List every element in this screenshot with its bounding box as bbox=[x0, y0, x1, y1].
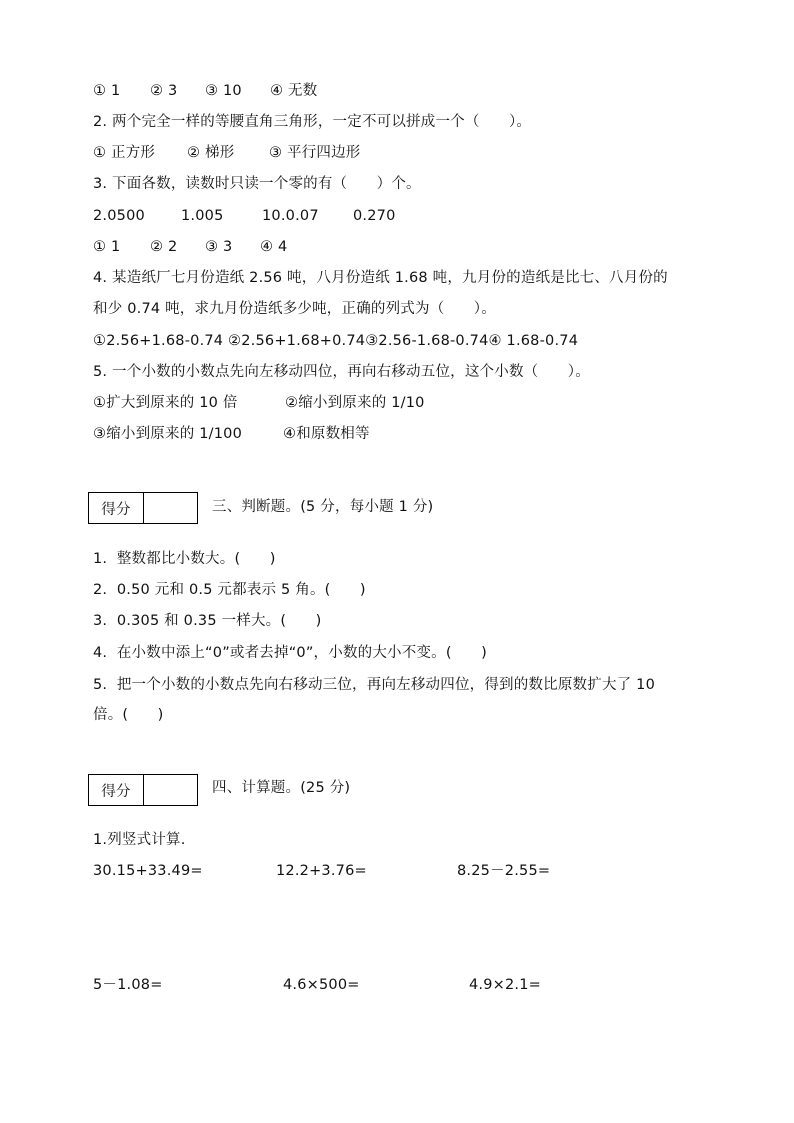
q3-number-1: 2.0500 bbox=[93, 208, 145, 224]
s3-item-5-cont: 倍。( ) bbox=[93, 707, 164, 723]
q1-option-2: ② 3 bbox=[150, 83, 178, 99]
q3-option-2: ② 2 bbox=[150, 239, 178, 255]
q1-option-3: ③ 10 bbox=[205, 83, 242, 99]
score-box-section3 bbox=[88, 492, 198, 524]
q4-text-line2: 和少 0.74 吨，求九月份造纸多少吨，正确的列式为（ ）。 bbox=[93, 301, 496, 317]
calc-item: 8.25－2.55= bbox=[457, 863, 551, 879]
calc-item: 12.2+3.76= bbox=[276, 863, 367, 879]
calc-item: 5－1.08= bbox=[93, 977, 163, 993]
s3-item-4: 4. 在小数中添上“0”或者去掉“0”，小数的大小不变。( ) bbox=[93, 645, 487, 661]
section4-title: 四、计算题。(25 分) bbox=[212, 780, 351, 796]
calc-item: 4.6×500= bbox=[283, 977, 360, 993]
score-blank[interactable] bbox=[144, 493, 197, 523]
q3-option-1: ① 1 bbox=[93, 239, 121, 255]
score-blank[interactable] bbox=[144, 775, 197, 805]
q2-option-2: ② 梯形 bbox=[187, 145, 235, 161]
q5-option-2: ②缩小到原来的 1/10 bbox=[285, 395, 425, 411]
calc-item: 30.15+33.49= bbox=[93, 863, 203, 879]
q3-number-3: 10.0.07 bbox=[262, 208, 319, 224]
q5-text: 5. 一个小数的小数点先向左移动四位，再向右移动五位，这个小数（ ）。 bbox=[93, 364, 590, 380]
q3-text: 3. 下面各数，读数时只读一个零的有（ ）个。 bbox=[93, 176, 421, 192]
q3-option-4: ④ 4 bbox=[260, 239, 288, 255]
score-label: 得分 bbox=[89, 775, 144, 805]
s4-sub1: 1.列竖式计算. bbox=[93, 832, 186, 848]
q5-option-3: ③缩小到原来的 1/100 bbox=[93, 426, 242, 442]
section3-title: 三、判断题。(5 分，每小题 1 分) bbox=[212, 499, 434, 515]
q2-text: 2. 两个完全一样的等腰直角三角形，一定不可以拼成一个（ ）。 bbox=[93, 114, 532, 130]
score-box-section4 bbox=[88, 774, 198, 806]
q4-text-line1: 4. 某造纸厂七月份造纸 2.56 吨，八月份造纸 1.68 吨，九月份的造纸是比七、八月份的 bbox=[93, 270, 668, 286]
score-label: 得分 bbox=[89, 493, 144, 523]
s3-item-2: 2. 0.50 元和 0.5 元都表示 5 角。( ) bbox=[93, 582, 366, 598]
q2-option-1: ① 正方形 bbox=[93, 145, 156, 161]
q3-number-4: 0.270 bbox=[353, 208, 396, 224]
q1-option-4: ④ 无数 bbox=[270, 83, 318, 99]
q4-options: ①2.56+1.68-0.74 ②2.56+1.68+0.74③2.56-1.68-0.74④ 1.68-0.74 bbox=[93, 333, 579, 349]
q5-option-4: ④和原数相等 bbox=[283, 426, 370, 442]
calc-item: 4.9×2.1= bbox=[469, 977, 542, 993]
s3-item-3: 3. 0.305 和 0.35 一样大。( ) bbox=[93, 613, 322, 629]
q5-option-1: ①扩大到原来的 10 倍 bbox=[93, 395, 238, 411]
q1-option-1: ① 1 bbox=[93, 83, 121, 99]
q2-option-3: ③ 平行四边形 bbox=[269, 145, 361, 161]
s3-item-1: 1. 整数都比小数大。( ) bbox=[93, 551, 276, 567]
s3-item-5: 5. 把一个小数的小数点先向右移动三位，再向左移动四位，得到的数比原数扩大了 10 bbox=[93, 677, 656, 693]
q3-option-3: ③ 3 bbox=[205, 239, 233, 255]
q3-number-2: 1.005 bbox=[181, 208, 224, 224]
